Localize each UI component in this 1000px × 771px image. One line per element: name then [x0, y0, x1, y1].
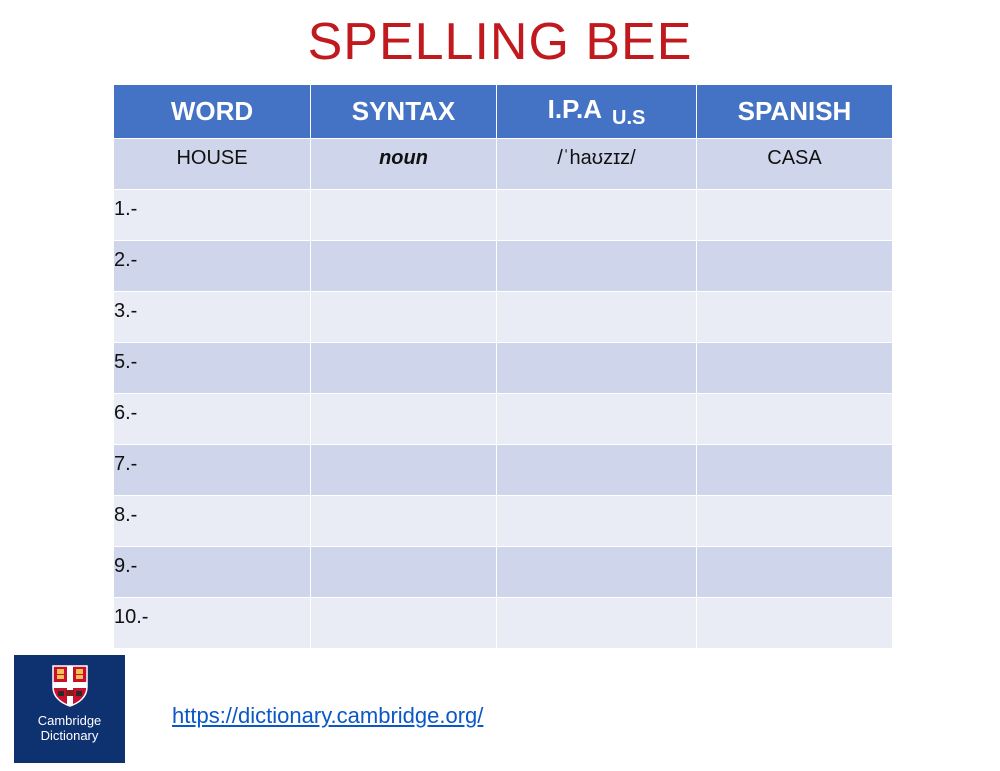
ipa-cell	[497, 547, 697, 598]
dictionary-link[interactable]: https://dictionary.cambridge.org/	[172, 703, 484, 728]
syntax-cell	[311, 292, 497, 343]
table-row	[114, 598, 893, 649]
table-row	[114, 496, 893, 547]
example-word: HOUSE	[114, 139, 311, 190]
header-ipa	[497, 85, 697, 139]
cambridge-dictionary-logo	[14, 655, 125, 763]
syntax-cell	[311, 445, 497, 496]
spanish-cell	[697, 394, 893, 445]
example-row	[114, 139, 893, 190]
row-number: 3.-	[114, 292, 311, 343]
row-number: 8.-	[114, 496, 311, 547]
spanish-cell	[697, 496, 893, 547]
header-ipa-label: I.P.A	[547, 93, 603, 124]
table-row	[114, 445, 893, 496]
example-syntax: noun	[311, 139, 497, 190]
row-number: 5.-	[114, 343, 311, 394]
example-ipa: /ˈhaʊzɪz/	[497, 139, 697, 190]
table-row	[114, 190, 893, 241]
spanish-cell	[697, 292, 893, 343]
spanish-cell	[697, 190, 893, 241]
ipa-cell	[497, 598, 697, 649]
ipa-cell	[497, 190, 697, 241]
row-number: 7.-	[114, 445, 311, 496]
table-row	[114, 343, 893, 394]
ipa-cell	[497, 496, 697, 547]
row-number: 6.-	[114, 394, 311, 445]
ipa-cell	[497, 445, 697, 496]
header-row	[114, 85, 893, 139]
row-number: 10.-	[114, 598, 311, 649]
spanish-cell	[697, 241, 893, 292]
spanish-cell	[697, 598, 893, 649]
syntax-cell	[311, 394, 497, 445]
spanish-cell	[697, 547, 893, 598]
syntax-cell	[311, 343, 497, 394]
spanish-cell	[697, 445, 893, 496]
row-number: 9.-	[114, 547, 311, 598]
table-row	[114, 547, 893, 598]
header-spanish: SPANISH	[697, 85, 893, 139]
ipa-cell	[497, 241, 697, 292]
page-title: SPELLING BEE	[307, 13, 693, 71]
header-word: WORD	[114, 85, 311, 139]
crest-icon	[52, 665, 88, 707]
spanish-cell	[697, 343, 893, 394]
syntax-cell	[311, 598, 497, 649]
syntax-cell	[311, 190, 497, 241]
syntax-cell	[311, 547, 497, 598]
syntax-cell	[311, 496, 497, 547]
header-syntax: SYNTAX	[311, 85, 497, 139]
logo-line-2: Dictionary	[40, 728, 99, 743]
spelling-table	[113, 84, 893, 649]
row-number: 1.-	[114, 190, 311, 241]
table-row	[114, 292, 893, 343]
example-spanish: CASA	[697, 139, 893, 190]
ipa-cell	[497, 292, 697, 343]
logo-line-1: Cambridge	[37, 713, 102, 728]
header-ipa-subscript: U.S	[612, 106, 646, 129]
row-number: 2.-	[114, 241, 311, 292]
table-row	[114, 241, 893, 292]
ipa-cell	[497, 343, 697, 394]
ipa-cell	[497, 394, 697, 445]
table-row	[114, 394, 893, 445]
syntax-cell	[311, 241, 497, 292]
